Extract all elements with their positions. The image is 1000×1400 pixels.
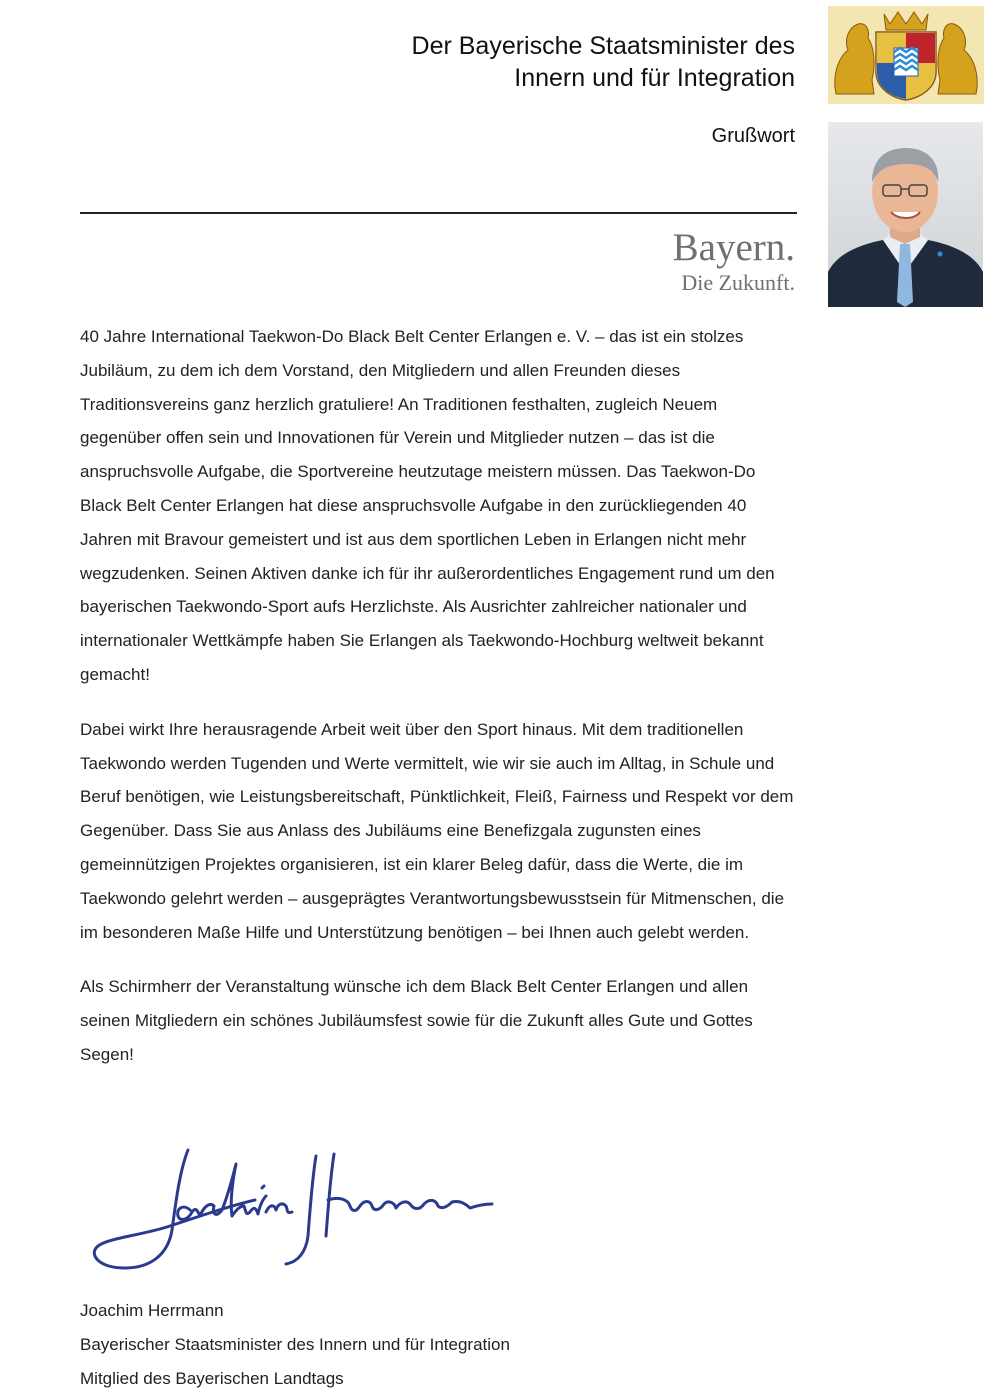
bayern-brand-logo (673, 228, 795, 296)
paragraph-3: Als Schirmherr der Veranstaltung wünsche ich dem Black Belt Center Erlangen und allen seinen Mitgliedern ein schönes Jubiläumsfest sowie für die Zukunft alles Gute und Gottes Segen! (80, 977, 753, 1064)
letter-body (80, 320, 800, 1072)
bavarian-coat-of-arms-icon (828, 6, 984, 104)
minister-portrait (828, 122, 983, 307)
handwritten-signature (80, 1140, 510, 1290)
letter-header-title (412, 30, 795, 94)
signatory-name: Joachim Herrmann (80, 1301, 224, 1320)
signatory-role: Bayerischer Staatsminister des Innern und für Integration (80, 1335, 510, 1354)
signatory-membership: Mitglied des Bayerischen Landtags (80, 1369, 344, 1388)
brand-main-text: Bayern. (672, 226, 795, 269)
greeting-label: Grußwort (711, 125, 795, 147)
signature-block (80, 1294, 510, 1396)
header-title-line-1: Der Bayerische Staatsminister des (411, 32, 795, 60)
header-title-line-2: Innern und für Integration (514, 64, 795, 92)
paragraph-1: 40 Jahre International Taekwon-Do Black Belt Center Erlangen e. V. – das ist ein stolzes Jubiläum, zu dem ich dem Vorstand, den Mitgliedern und allen Freunden dieses Traditionsvereins ganz herzlich gratuliere! An Traditionen festhalten, zugleich Neuem gegenüber offen sein und Innovationen für Verein und Mitglieder nutzen – das ist die anspruchsvolle Aufgabe, die Sportvereine heutzutage meistern müssen. Das Taekwon-Do Black Belt Center Erlangen hat diese anspruchsvolle Aufgabe in den zurückliegenden 40 Jahren mit Bravour gemeistert und ist aus dem sportlichen Leben in Erlangen nicht mehr wegzudenken. Seinen Aktiven danke ich für ihr außerordentliches Engagement rund um den bayerischen Taekwondo-Sport aufs Herzlichste. Als Ausrichter zahlreicher nationaler und internationaler Wettkämpfe haben Sie Erlangen als Taekwondo-Hochburg weltweit bekannt gemacht! (80, 327, 775, 684)
brand-sub-text: Die Zukunft. (681, 270, 795, 295)
paragraph-2: Dabei wirkt Ihre herausragende Arbeit weit über den Sport hinaus. Mit dem traditionellen Taekwondo werden Tugenden und Werte vermittelt, wie wir sie auch im Alltag, in Schule und Beruf benötigen, wie Leistungsbereitschaft, Pünktlichkeit, Fleiß, Fairness und Respekt vor dem Gegenüber. Dass Sie aus Anlass des Jubiläums eine Benefizgala zugunsten eines gemeinnützigen Projektes organisieren, ist ein klarer Beleg dafür, dass die Werte, die im Taekwondo gelehrt werden – ausgeprägtes Verantwortungsbewusstsein für Mitmenschen, die im besonderen Maße Hilfe und Unterstützung benötigen – bei Ihnen auch gelebt werden. (80, 719, 794, 942)
header-divider (80, 212, 797, 214)
